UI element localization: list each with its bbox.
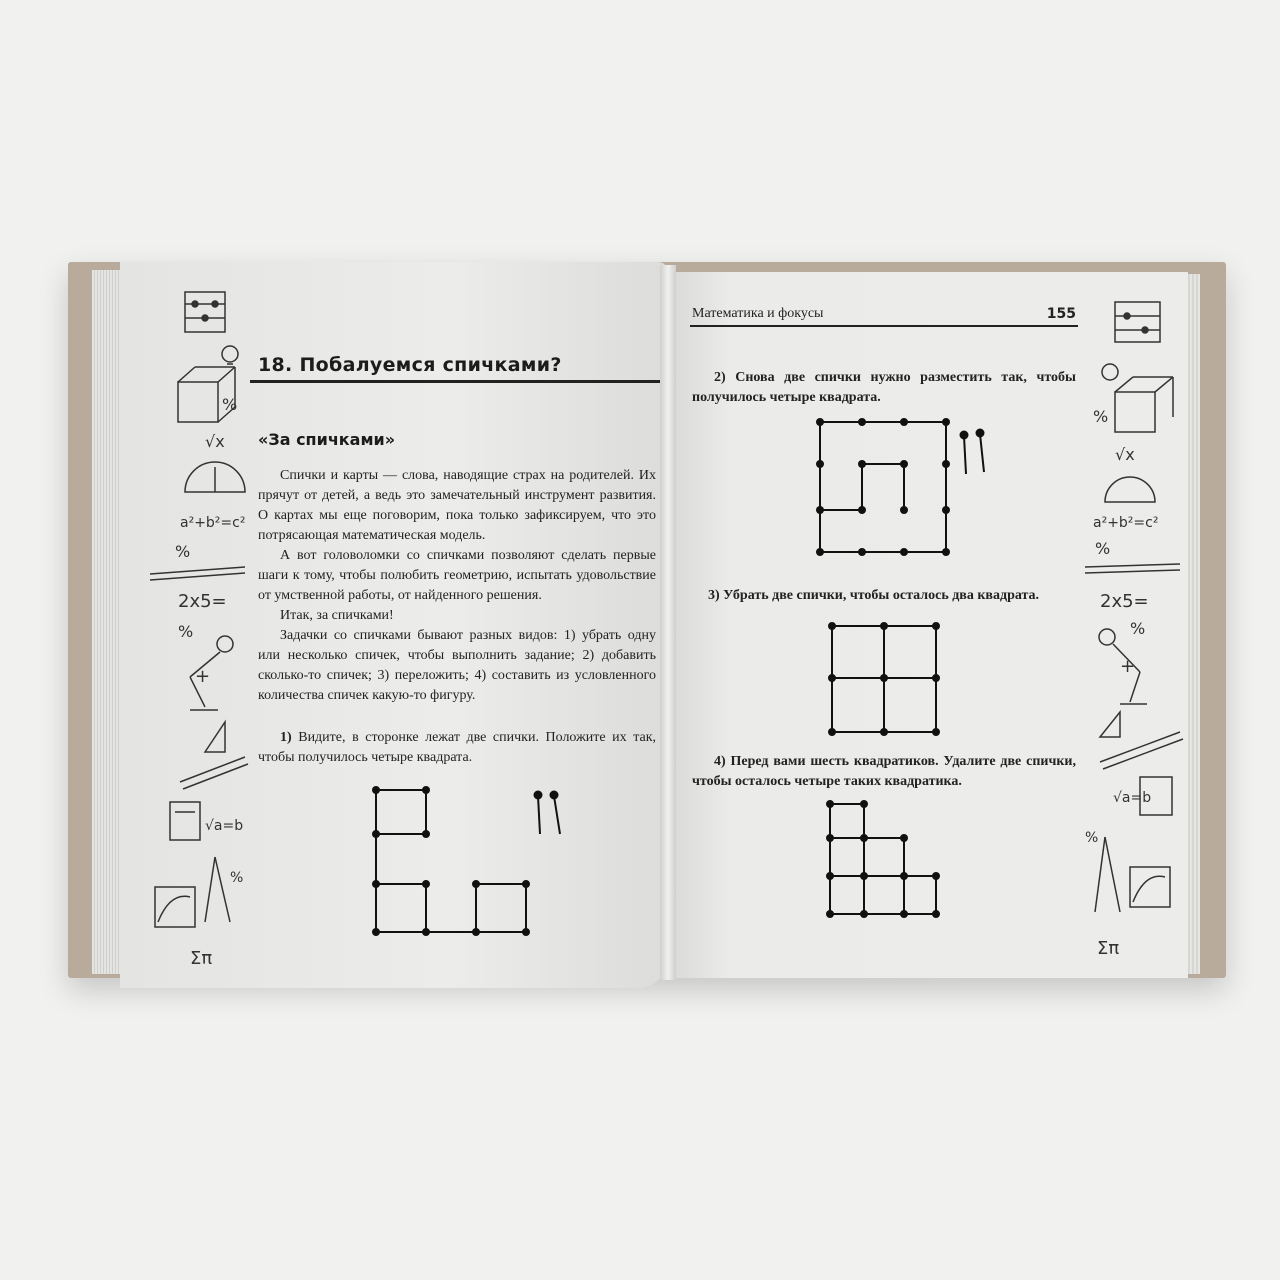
paragraph-3: Итак, за спичками! [280, 608, 394, 623]
lightbulb-icon [222, 346, 238, 364]
svg-text:%: % [1130, 619, 1146, 638]
page-number: 155 [1046, 306, 1076, 322]
svg-text:a²+b²=c²: a²+b²=c² [1093, 515, 1159, 531]
svg-text:Σπ: Σπ [190, 948, 213, 969]
svg-text:2x5=: 2x5= [178, 591, 227, 612]
svg-text:√x: √x [205, 432, 225, 451]
pencil-icon [1085, 564, 1180, 573]
svg-text:%: % [230, 870, 244, 886]
paragraph-4: Задачки со спичками бывают разных видов: 1) убрать одну или несколько спичек, чтобы выполнить задание; 2) добавить сколько-то спичек; 3) переложить; 4) составить из условленного количества спичек какую-то фигуру. [258, 628, 656, 703]
task-4-number: 4) [714, 754, 726, 769]
loose-matches [535, 792, 561, 835]
task-2-figure [812, 414, 1002, 560]
triangle-icon [1100, 712, 1120, 737]
calculator-icon [170, 802, 200, 840]
pencil-icon [150, 567, 245, 580]
triangle-icon [205, 722, 225, 752]
ruler-icon [180, 757, 248, 789]
section-title: «За спичками» [258, 430, 396, 449]
svg-text:Σπ: Σπ [1097, 938, 1120, 959]
running-head-rule [690, 325, 1078, 327]
task-1-figure [368, 782, 578, 942]
task-3-description: Убрать две спички, чтобы осталось два квадрата. [719, 588, 1040, 603]
svg-text:%: % [1095, 539, 1111, 558]
svg-text:%: % [222, 395, 238, 414]
task-3-text [708, 586, 1088, 606]
svg-text:+: + [1120, 656, 1136, 677]
running-title: Математика и фокусы [692, 306, 824, 321]
task-4-figure [824, 798, 944, 922]
task-4-description: Перед вами шесть квадратиков. Удалите две спички, чтобы осталось четыре таких квадратика. [692, 754, 1076, 789]
book-spine [660, 265, 676, 980]
task-2-text [692, 368, 1076, 408]
task-1-number: 1) [280, 730, 292, 745]
task-3-figure [826, 620, 946, 740]
abacus-icon [185, 292, 225, 332]
lightbulb-icon [1102, 364, 1118, 380]
chapter-title-rule [250, 380, 660, 383]
svg-text:√x: √x [1115, 445, 1135, 464]
svg-text:2x5=: 2x5= [1100, 591, 1149, 612]
svg-text:√a=b: √a=b [205, 818, 244, 834]
loose-matches [961, 430, 985, 475]
task-4-text [692, 752, 1076, 792]
protractor-icon [1105, 477, 1155, 502]
task-1-text [258, 728, 656, 768]
svg-text:%: % [1093, 407, 1109, 426]
abacus-icon [1115, 302, 1160, 342]
paragraph-1: Спички и карты — слова, наводящие страх на родителей. Их прячут от детей, а ведь это замечательный инструмент развития. О картах мы еще поговорим, пока только зафиксируем, что это потрясающая математическая модель. [258, 468, 656, 543]
graph-icon [155, 887, 195, 927]
right-margin-doodles [1085, 292, 1185, 962]
chapter-title: 18. Побалуемся спичками? [258, 354, 562, 376]
task-3-number: 3) [708, 588, 720, 603]
cube-icon [1115, 377, 1173, 432]
svg-text:%: % [178, 622, 194, 641]
intro-text [258, 466, 656, 706]
paragraph-2: А вот головоломки со спичками позволяют сделать первые шаги к тому, чтобы полюбить геометрию, испытать удовольствие от умственной работы, от найденного решения. [258, 548, 656, 603]
task-1-description: Видите, в сторонке лежат две спички. Положите их так, чтобы получилось четыре квадрата. [258, 730, 656, 765]
compass-icon [1095, 837, 1120, 912]
task-2-number: 2) [714, 370, 726, 385]
svg-text:a²+b²=c²: a²+b²=c² [180, 515, 246, 531]
compass-icon [205, 857, 230, 922]
svg-text:√a=b: √a=b [1113, 790, 1152, 806]
left-margin-doodles [150, 282, 250, 972]
protractor-icon [185, 462, 245, 492]
svg-text:+: + [195, 666, 211, 687]
task-2-description: Снова две спички нужно разместить так, чтобы получилось четыре квадрата. [692, 370, 1076, 405]
graph-icon [1130, 867, 1170, 907]
svg-text:%: % [175, 542, 191, 561]
svg-text:%: % [1085, 830, 1099, 846]
